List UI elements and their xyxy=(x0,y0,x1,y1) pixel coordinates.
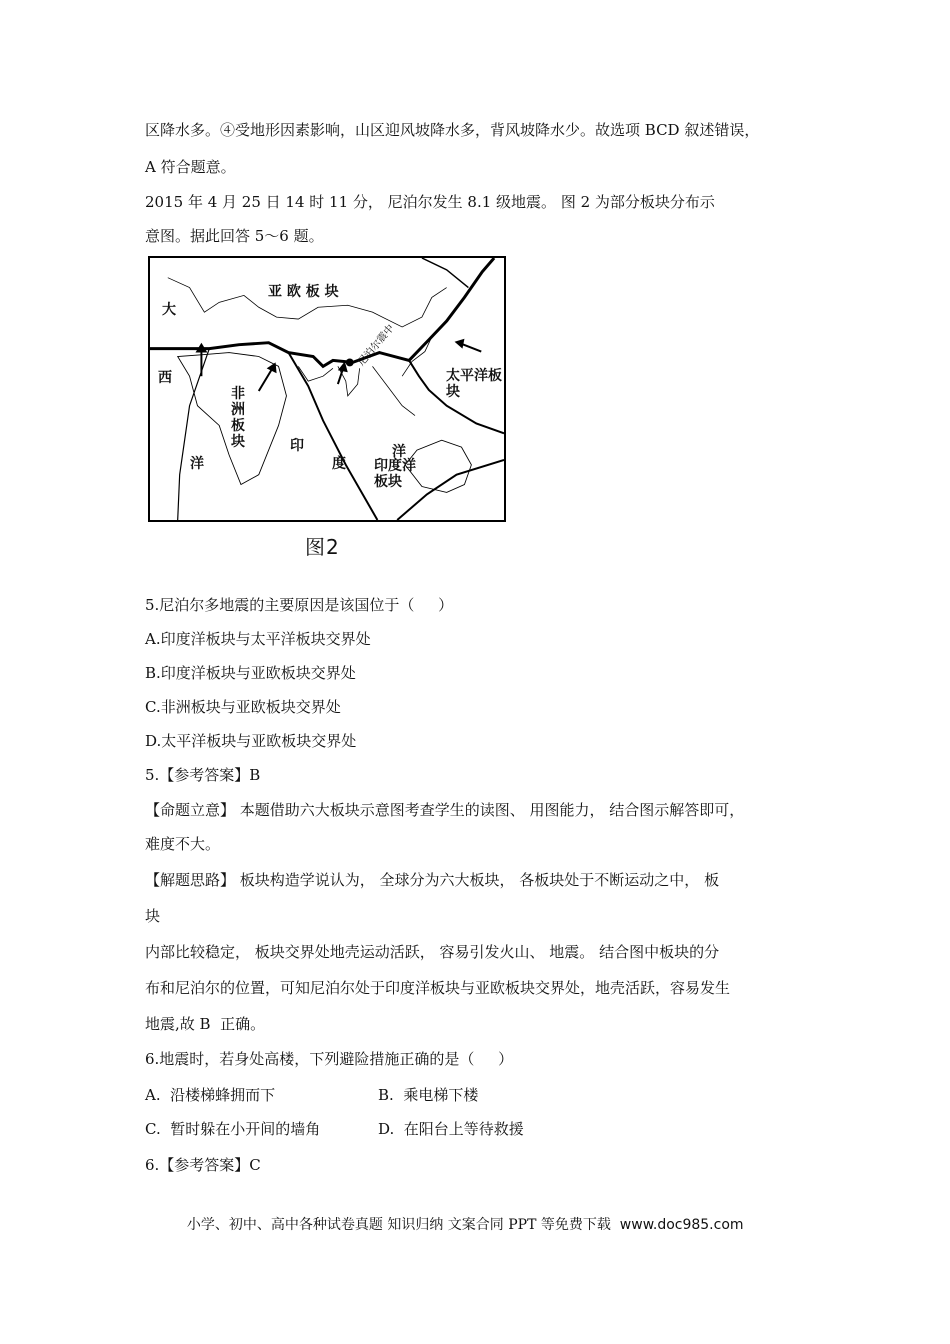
ocean-label: 大 xyxy=(162,302,176,318)
analysis-line: 【解题思路】 板块构造学说认为， 全球分为六大板块， 各板块处于不断运动之中， 板 xyxy=(145,871,720,889)
footer-link[interactable]: www.doc985.com xyxy=(619,1217,744,1233)
intent-line: 难度不大。 xyxy=(145,835,221,853)
ocean-label: 西 xyxy=(158,370,172,386)
text-line: 意图。据此回答 5～6 题。 xyxy=(145,227,324,245)
analysis-line: 块 xyxy=(145,907,161,925)
nepal-epicenter-label: 尼泊尔震中 xyxy=(356,322,397,369)
option-b: B. 乘电梯下楼 xyxy=(378,1086,479,1104)
analysis-line: 内部比较稳定， 板块交界处地壳运动活跃， 容易引发火山、 地震。 结合图中板块的分 xyxy=(145,943,720,961)
option-c: C. 暂时躲在小开间的墙角 xyxy=(145,1120,321,1138)
ocean-label: 洋 xyxy=(190,456,204,472)
question-6: 6.地震时，若身处高楼，下列避险措施正确的是（ ） xyxy=(145,1050,514,1068)
ocean-label: 度 xyxy=(332,456,346,472)
answer-6: 6.【参考答案】C xyxy=(145,1156,261,1174)
option-a: A. 沿楼梯蜂拥而下 xyxy=(145,1086,276,1104)
page-footer xyxy=(178,1195,744,1235)
ocean-label: 洋 xyxy=(392,444,406,460)
text-line: 区降水多。④受地形因素影响，山区迎风坡降水多，背风坡降水少。故选项 BCD 叙述错误， xyxy=(145,121,760,139)
plate-map-figure xyxy=(148,256,506,522)
analysis-line: 地震,故 B 正确。 xyxy=(145,1015,266,1033)
africa-plate-label: 非洲板块 xyxy=(231,386,245,450)
eurasia-plate-label: 亚 欧 板 块 xyxy=(268,284,339,300)
option-a: A.印度洋板块与太平洋板块交界处 xyxy=(145,630,371,648)
option-b: B.印度洋板块与亚欧板块交界处 xyxy=(145,664,356,682)
question-5: 5.尼泊尔多地震的主要原因是该国位于（ ） xyxy=(145,596,454,614)
ocean-label: 印 xyxy=(290,438,304,454)
pacific-plate-label: 太平洋板块 xyxy=(446,368,502,400)
analysis-line: 布和尼泊尔的位置，可知尼泊尔处于印度洋板块与亚欧板块交界处，地壳活跃，容易发生 xyxy=(145,979,731,997)
indian-ocean-plate-label: 印度洋板块 xyxy=(374,458,416,490)
text-line: A 符合题意。 xyxy=(145,158,236,176)
option-d: D.太平洋板块与亚欧板块交界处 xyxy=(145,732,357,750)
footer-text: 小学、初中、高中各种试卷真题 知识归纳 文案合同 PPT 等免费下载 xyxy=(186,1217,620,1233)
option-c: C.非洲板块与亚欧板块交界处 xyxy=(145,698,341,716)
text-line: 2015 年 4 月 25 日 14 时 11 分， 尼泊尔发生 8.1 级地震。 图 2 为部分板块分布示 xyxy=(145,193,715,211)
intent-line: 【命题立意】 本题借助六大板块示意图考查学生的读图、 用图能力， 结合图示解答即可， xyxy=(145,801,745,819)
answer-5: 5.【参考答案】B xyxy=(145,766,261,784)
option-d: D. 在阳台上等待救援 xyxy=(378,1120,524,1138)
figure-caption: 图2 xyxy=(305,535,340,559)
